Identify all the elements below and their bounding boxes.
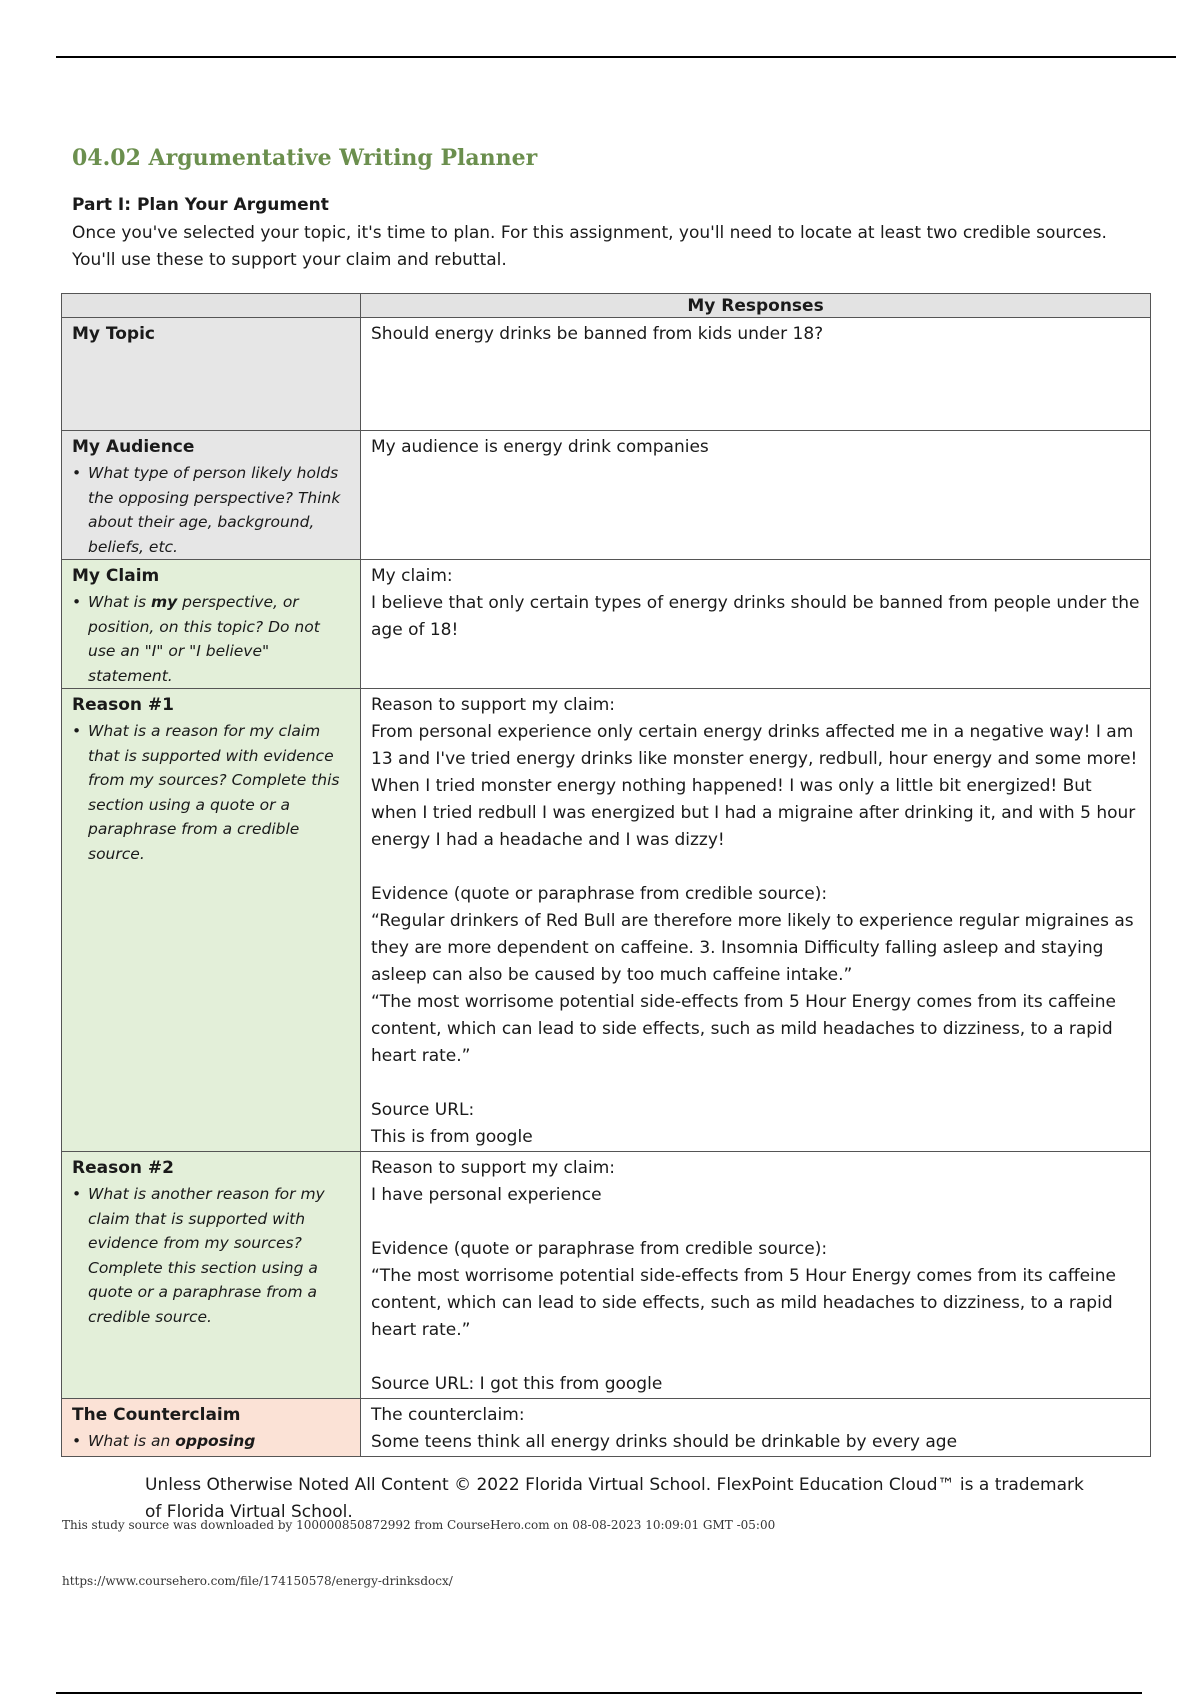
claim-note-before: What is: [88, 593, 151, 611]
reason1-source: This is from google: [371, 1127, 533, 1147]
reason2-note: • What is another reason for my claim that is supported with evidence from my sources? Complete this section using a quote or a paraphrase from a credible source.: [72, 1182, 350, 1329]
claim-response-label: My claim:: [371, 566, 453, 586]
counterclaim-note: [72, 1429, 350, 1454]
row-claim: [62, 560, 1151, 689]
reason2-response-cell[interactable]: [361, 1152, 1151, 1399]
header-blank-cell: [62, 294, 361, 318]
bottom-rule: [56, 1692, 1142, 1694]
spacer: [371, 1344, 1140, 1371]
counterclaim-label-cell: [62, 1399, 361, 1457]
spacer: [371, 1209, 1140, 1236]
reason2-label-cell: [62, 1152, 361, 1399]
claim-note-emphasis: my: [150, 593, 178, 611]
topic-response: Should energy drinks be banned from kids under 18?: [371, 324, 824, 344]
claim-label: My Claim: [72, 566, 160, 586]
reason1-source-label: Source URL:: [371, 1100, 475, 1120]
reason1-label-cell: [62, 689, 361, 1152]
part-heading: Part I: Plan Your Argument: [72, 195, 329, 215]
reason1-evidence-1: “Regular drinkers of Red Bull are therefore more likely to experience regular migraines as they are more dependent on caffeine. 3. Insomnia Difficulty falling asleep and staying asleep can also be caused by too much caffeine intake.”: [371, 911, 1140, 985]
counterclaim-response-label: The counterclaim:: [371, 1405, 525, 1425]
counterclaim-response: Some teens think all energy drinks should be drinkable by every age: [371, 1432, 958, 1452]
audience-label-cell: [62, 431, 361, 560]
reason1-note: • What is a reason for my claim that is supported with evidence from my sources? Complete this section using a quote or a paraphrase from a credible source.: [72, 719, 350, 866]
reason1-response-cell[interactable]: [361, 689, 1151, 1152]
header-responses: My Responses: [361, 294, 1151, 318]
reason1-evidence-label: Evidence (quote or paraphrase from credible source):: [371, 884, 828, 904]
spacer: [371, 854, 1140, 881]
counterclaim-label: The Counterclaim: [72, 1405, 241, 1425]
copyright-notice: Unless Otherwise Noted All Content © 2022 Florida Virtual School. FlexPoint Education Cloud™ is a trademark of Florida Virtual School.: [145, 1475, 1084, 1522]
reason2-source: Source URL: I got this from google: [371, 1374, 663, 1394]
reason1-label: Reason #1: [72, 695, 174, 715]
topic-label-cell: [62, 318, 361, 431]
top-rule: [56, 56, 1176, 58]
claim-note-after: perspective, or position, on this topic? Do not use an "I" or "I believe" statement.: [88, 593, 320, 685]
row-reason-1: [62, 689, 1151, 1152]
topic-label: My Topic: [72, 324, 156, 344]
row-topic: [62, 318, 1151, 431]
row-counterclaim: [62, 1399, 1151, 1457]
download-stamp: This study source was downloaded by 100000850872992 from CourseHero.com on 08-08-2023 10:09:01 GMT -05:00: [62, 1518, 776, 1532]
claim-response-cell[interactable]: [361, 560, 1151, 689]
reason2-evidence: “The most worrisome potential side-effects from 5 Hour Energy comes from its caffeine content, which can lead to side effects, such as mild headaches to dizziness, to a rapid heart rate.”: [371, 1266, 1122, 1340]
counterclaim-note-emphasis: opposing: [175, 1432, 256, 1450]
reason2-evidence-label: Evidence (quote or paraphrase from credible source):: [371, 1239, 828, 1259]
planner-table: [61, 293, 1151, 1457]
claim-response: I believe that only certain types of energy drinks should be banned from people under the age of 18!: [371, 593, 1145, 640]
reason2-support: I have personal experience: [371, 1185, 602, 1205]
row-reason-2: [62, 1152, 1151, 1399]
row-audience: [62, 431, 1151, 560]
counterclaim-note-before: What is an: [88, 1432, 176, 1450]
claim-note: [72, 590, 350, 688]
table-header-row: [62, 294, 1151, 318]
reason2-support-label: Reason to support my claim:: [371, 1158, 616, 1178]
audience-response-cell[interactable]: [361, 431, 1151, 560]
reason1-support: From personal experience only certain energy drinks affected me in a negative way! I am 13 and I've tried energy drinks like monster energy, redbull, hour energy and some more! When I tried monster energy nothing happened! I was only a little bit energized! But when I tried redbull I was energized but I had a migraine after drinking it, and with 5 hour energy I had a headache and I was dizzy!: [371, 722, 1143, 850]
audience-label: My Audience: [72, 437, 195, 457]
audience-note: • What type of person likely holds the opposing perspective? Think about their age, background, beliefs, etc.: [72, 461, 350, 559]
source-url[interactable]: https://www.coursehero.com/file/174150578/energy-drinksdocx/: [62, 1574, 453, 1588]
audience-response: My audience is energy drink companies: [371, 437, 709, 457]
reason1-evidence-2: “The most worrisome potential side-effects from 5 Hour Energy comes from its caffeine content, which can lead to side effects, such as mild headaches to dizziness, to a rapid heart rate.”: [371, 992, 1122, 1066]
intro-paragraph: Once you've selected your topic, it's time to plan. For this assignment, you'll need to locate at least two credible sources. You'll use these to support your claim and rebuttal.: [72, 223, 1107, 270]
reason2-label: Reason #2: [72, 1158, 174, 1178]
reason1-support-label: Reason to support my claim:: [371, 695, 616, 715]
counterclaim-response-cell[interactable]: [361, 1399, 1151, 1457]
topic-response-cell[interactable]: [361, 318, 1151, 431]
document-title: 04.02 Argumentative Writing Planner: [72, 145, 538, 171]
spacer: [371, 1070, 1140, 1097]
claim-label-cell: [62, 560, 361, 689]
